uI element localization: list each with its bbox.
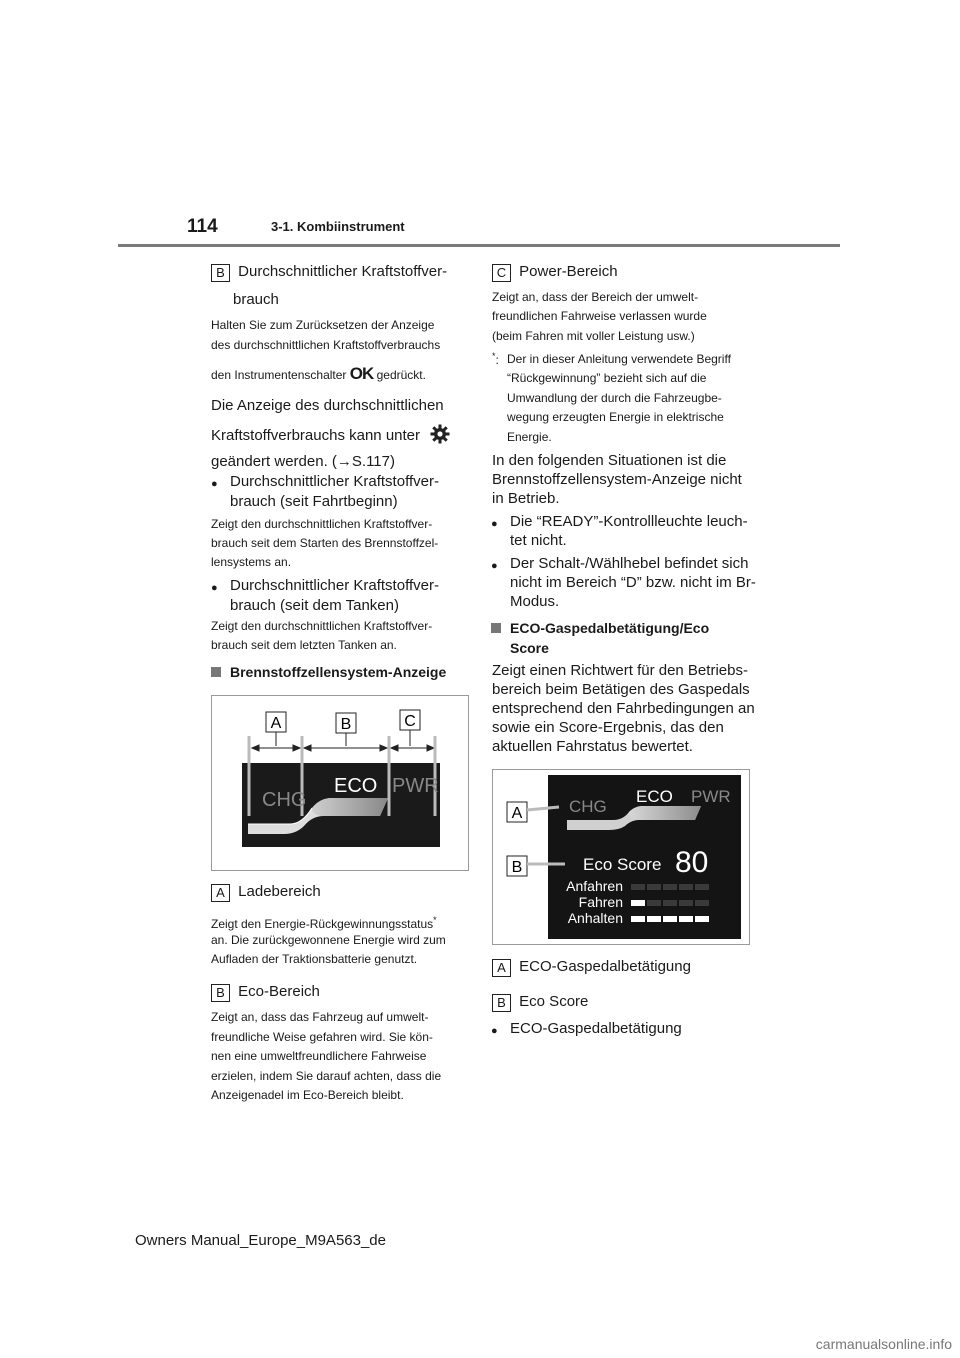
eco-desc-1: Zeigt an, dass das Fahrzeug auf umwelt- (211, 1010, 429, 1024)
change-text-3: geändert werden. (→S.117) (211, 453, 395, 470)
fig2-b-title: B Eco Score (492, 992, 588, 1012)
a-desc-3: Aufladen der Traktionsbatterie genutzt. (211, 952, 418, 966)
level-segment (631, 884, 645, 890)
fig1-label-a: A (270, 715, 282, 732)
eco-score-label: Eco Score (583, 855, 662, 874)
level-segment (647, 884, 661, 890)
change-text-2: Kraftstoffverbrauchs kann unter (211, 424, 450, 446)
eco-desc-3: nen eine umweltfreundlichere Fahrweise (211, 1049, 427, 1063)
fig1-label-b: B (340, 716, 352, 733)
level-segment (679, 900, 693, 906)
bullet-since-start: ● Durchschnittlicher Kraftstoffver- (230, 472, 439, 492)
row-fahren-label: Fahren (578, 894, 623, 910)
footnote-mark: * (433, 915, 437, 925)
fig2-label-a: A (511, 805, 523, 822)
fuel-cell-indicator-illustration (212, 696, 468, 870)
figure-fuel-cell-indicator (211, 695, 469, 871)
level-segment (631, 916, 645, 922)
callout-c: C (492, 264, 511, 282)
eco-title: B Eco-Bereich (211, 982, 320, 1002)
bullet-since-refuel: ● Durchschnittlicher Kraftstoffver- (230, 576, 439, 596)
bullet-shift-lever-cont2: Modus. (510, 593, 560, 610)
fig1-eco: ECO (334, 775, 378, 797)
heading-fuel-cell-indicator: Brennstoffzellensystem-Anzeige (230, 664, 447, 680)
page-number: 114 (187, 216, 218, 237)
level-segment (679, 884, 693, 890)
callout-b-2: B (211, 984, 230, 1002)
callout-a-2: A (492, 959, 511, 977)
eco-score-value: 80 (675, 846, 709, 879)
level-segment (695, 900, 709, 906)
footnote-1: Der in dieser Anleitung verwendete Begriff (507, 352, 731, 366)
level-segment (695, 884, 709, 890)
bullet-eco-accelerator: ● ECO-Gaspedalbetätigung (510, 1019, 682, 1039)
level-segment (631, 900, 645, 906)
desc-since-refuel-1: Zeigt den durchschnittlichen Kraftstoffver- (211, 619, 433, 633)
desc-since-start-3: lensystems an. (211, 555, 292, 569)
footnote-2: “Rückgewinnung” bezieht sich auf die (507, 371, 707, 385)
header-rule (118, 244, 840, 247)
eco-score-desc-5: aktuellen Fahrstatus bewertet. (492, 738, 693, 755)
c-title: C Power-Bereich (492, 262, 618, 282)
reset-text-2: des durchschnittlichen Kraftstoffverbrauchs (211, 338, 441, 352)
fig2-a-title: A ECO-Gaspedalbetätigung (492, 957, 691, 977)
footnote-3: Umwandlung der durch die Fahrzeugbe- (507, 391, 722, 405)
b-title: B Durchschnittlicher Kraftstoffver- (211, 262, 447, 282)
eco-score-desc-3: entsprechend den Fahrbedingungen an (492, 700, 755, 717)
eco-desc-4: erzielen, indem Sie darauf achten, dass die (211, 1069, 442, 1083)
section-title: 3-1. Kombiinstrument (271, 219, 405, 234)
eco-desc-5: Anzeigenadel im Eco-Bereich bleibt. (211, 1088, 404, 1102)
a-desc-1: Zeigt den Energie-Rückgewinnungsstatus* (211, 915, 437, 931)
footnote-5: Energie. (507, 430, 552, 444)
fig1-pwr: PWR (392, 775, 439, 797)
fig1-chg: CHG (262, 789, 307, 811)
eco-score-illustration (493, 770, 749, 944)
situations-3: in Betrieb. (492, 490, 560, 507)
situations-1: In den folgenden Situationen ist die (492, 452, 727, 469)
reset-text-3: den Instrumentenschalter OK gedrückt. (211, 364, 426, 383)
b-title-cont: brauch (233, 291, 279, 308)
callout-a: A (211, 884, 230, 902)
desc-since-refuel-2: brauch seit dem letzten Tanken an. (211, 638, 397, 652)
fig1-label-c: C (404, 713, 416, 730)
desc-since-start-2: brauch seit dem Starten des Brennstoffzel- (211, 536, 439, 550)
c-desc-3: (beim Fahren mit voller Leistung usw.) (492, 329, 695, 343)
row-anfahren-label: Anfahren (566, 878, 623, 894)
eco-score-desc-2: bereich beim Betätigen des Gaspedals (492, 681, 750, 698)
footnote-4: wegung erzeugten Energie in elektrische (507, 410, 724, 424)
footer-text: Owners Manual_Europe_M9A563_de (135, 1232, 386, 1249)
callout-b-3: B (492, 994, 511, 1012)
situations-2: Brennstoffzellensystem-Anzeige nicht (492, 471, 742, 488)
level-segment (663, 884, 677, 890)
ok-icon: OK (349, 364, 374, 383)
bullet-shift-lever: ● Der Schalt-/Wählhebel befindet sich (510, 554, 748, 574)
level-segment (663, 916, 677, 922)
bullet-ready-off: ● Die “READY”-Kontrollleuchte leuch- (510, 512, 748, 532)
change-text-1: Die Anzeige des durchschnittlichen (211, 397, 444, 414)
fig2-pwr: PWR (691, 787, 731, 806)
c-desc-2: freundlichen Fahrweise verlassen wurde (492, 309, 707, 323)
eco-score-desc-1: Zeigt einen Richtwert für den Betriebs- (492, 662, 748, 679)
c-desc-1: Zeigt an, dass der Bereich der umwelt- (492, 290, 699, 304)
level-segment (679, 916, 693, 922)
fig2-label-b: B (511, 859, 523, 876)
level-segment (647, 900, 661, 906)
desc-since-start-1: Zeigt den durchschnittlichen Kraftstoffver- (211, 517, 433, 531)
heading-eco-accelerator-cont: Score (510, 640, 549, 656)
bullet-shift-lever-cont: nicht im Bereich “D” bzw. nicht im Br- (510, 574, 756, 591)
fig2-chg: CHG (569, 797, 607, 816)
fig2-eco: ECO (636, 787, 673, 806)
heading-eco-accelerator: ECO-Gaspedalbetätigung/Eco (510, 620, 710, 636)
bullet-since-refuel-cont: brauch (seit dem Tanken) (230, 597, 399, 614)
footnote-marker: *: (492, 351, 499, 367)
level-segment (663, 900, 677, 906)
level-segment (647, 916, 661, 922)
callout-b: B (211, 264, 230, 282)
a-title: A Ladebereich (211, 882, 321, 902)
bullet-ready-off-cont: tet nicht. (510, 532, 567, 549)
gear-icon (430, 424, 450, 444)
bullet-since-start-cont: brauch (seit Fahrtbeginn) (230, 493, 398, 510)
reset-text-1: Halten Sie zum Zurücksetzen der Anzeige (211, 318, 435, 332)
figure-eco-score (492, 769, 750, 945)
level-segment (695, 916, 709, 922)
eco-score-desc-4: sowie ein Score-Ergebnis, das den (492, 719, 724, 736)
eco-desc-2: freundliche Weise gefahren wird. Sie kön- (211, 1030, 433, 1044)
a-desc-2: an. Die zurückgewonnene Energie wird zum (211, 933, 446, 947)
row-anhalten-label: Anhalten (567, 910, 623, 926)
watermark: carmanualsonline.info (815, 1336, 952, 1352)
